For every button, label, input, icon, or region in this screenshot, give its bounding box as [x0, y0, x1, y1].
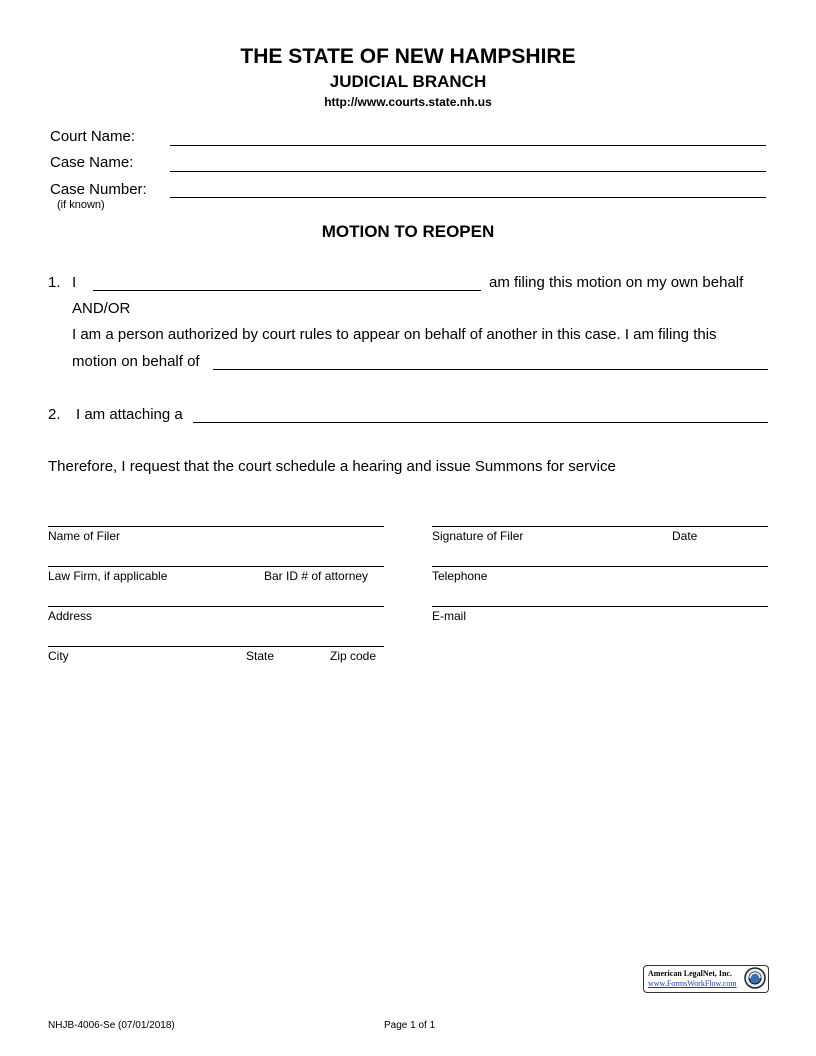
signature-field[interactable]: [432, 526, 768, 527]
signature-label: Signature of Filer: [432, 529, 524, 543]
logo-site[interactable]: www.FormsWorkFlow.com: [648, 979, 737, 988]
if-known-note: (if known): [57, 199, 105, 211]
date-label: Date: [672, 529, 698, 543]
item1-authorized: I am a person authorized by court rules to appear on behalf of another in this case. I am filing this: [72, 326, 717, 343]
item1-number: 1.: [48, 274, 61, 291]
branch-heading: JUDICIAL BRANCH: [329, 72, 487, 91]
state-label: State: [246, 649, 275, 663]
page-number: Page 1 of 1: [384, 1020, 436, 1031]
item1-own-behalf: am filing this motion on my own behalf: [489, 274, 744, 291]
telephone-field[interactable]: [432, 566, 768, 567]
zip-label: Zip code: [330, 649, 377, 663]
item1-behalf-of: motion on behalf of: [72, 353, 200, 370]
name-of-filer-field[interactable]: [48, 526, 384, 527]
address-label: Address: [48, 609, 93, 623]
form-id: NHJB-4006-Se (07/01/2018): [48, 1020, 175, 1031]
case-number-label: Case Number:: [50, 181, 147, 198]
law-firm-field[interactable]: [48, 566, 384, 567]
state-heading: THE STATE OF NEW HAMPSHIRE: [240, 45, 576, 68]
behalf-of-field[interactable]: [213, 369, 768, 370]
telephone-label: Telephone: [432, 569, 488, 583]
item2-number: 2.: [48, 406, 61, 423]
email-field[interactable]: [432, 606, 768, 607]
email-label: E-mail: [432, 609, 467, 623]
globe-icon: [744, 967, 766, 989]
case-name-label: Case Name:: [50, 154, 134, 171]
request-statement: Therefore, I request that the court schedule a hearing and issue Summons for service: [48, 458, 616, 475]
american-legalnet-logo[interactable]: [643, 965, 769, 993]
form-title: MOTION TO REOPEN: [321, 222, 495, 241]
item1-and-or: AND/OR: [72, 300, 131, 317]
city-label: City: [48, 649, 69, 663]
court-name-field[interactable]: [170, 145, 766, 146]
city-state-zip-field[interactable]: [48, 646, 384, 647]
name-of-filer-label: Name of Filer: [48, 529, 121, 543]
law-firm-label: Law Firm, if applicable: [48, 569, 168, 583]
case-name-field[interactable]: [170, 171, 766, 172]
filer-name-field[interactable]: [93, 290, 481, 291]
attachment-field[interactable]: [193, 422, 768, 423]
court-name-label: Court Name:: [50, 128, 136, 145]
bar-id-label: Bar ID # of attorney: [264, 569, 369, 583]
case-number-field[interactable]: [170, 197, 766, 198]
item2-attaching: I am attaching a: [76, 406, 183, 423]
court-url[interactable]: http://www.courts.state.nh.us: [324, 95, 492, 109]
address-field[interactable]: [48, 606, 384, 607]
logo-company: American LegalNet, Inc.: [648, 969, 732, 978]
item1-i: I: [72, 274, 77, 291]
